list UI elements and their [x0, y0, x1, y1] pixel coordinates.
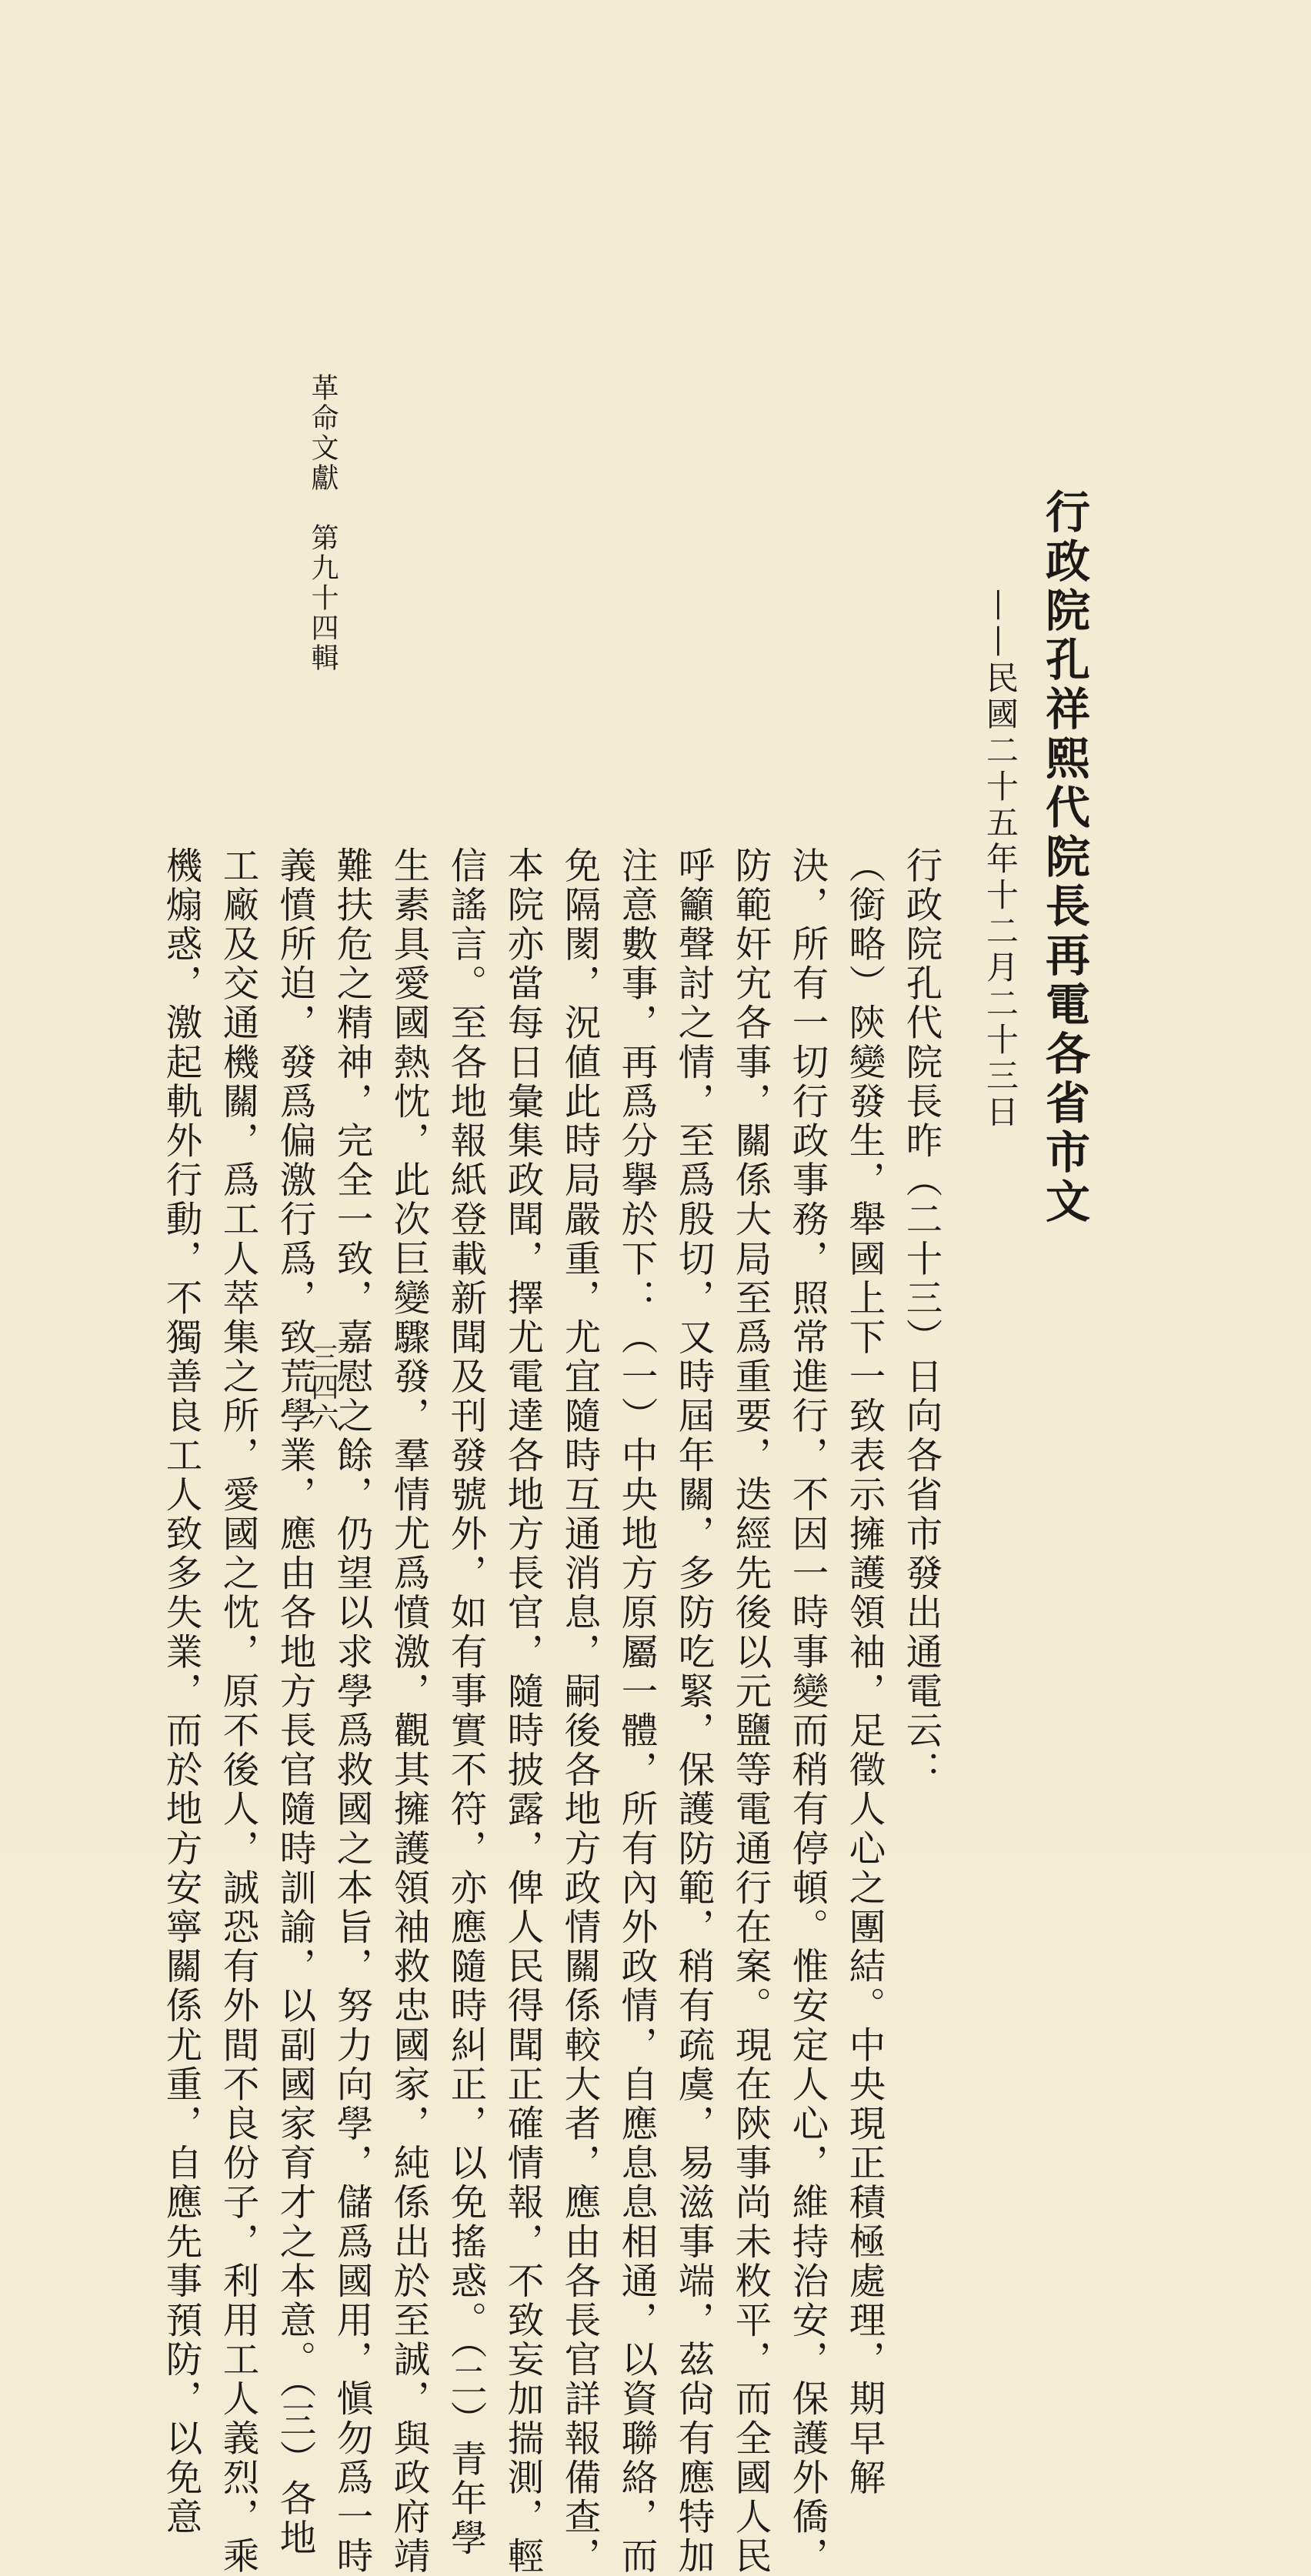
body-column-1: 行政院孔代院長昨（二十三）日向各省市發出通電云： [899, 846, 942, 1790]
body-column-14: 機煽惑，激起軌外行動，不獨善良工人致多失業，而於地方安寧關係尤重，自應先事預防，以免意 [159, 846, 202, 2538]
body-column-4: 防範奸宄各事，關係大局至爲重要，迭經先後以元鹽等電通行在案。現在陝事尚未敉平，而全國人民 [729, 846, 771, 2576]
body-column-9: 信謠言。至各地報紙登載新聞及刊發號外，如有事實不符，亦應隨時糾正，以免搖惑。（二）青年學 [444, 846, 486, 2558]
body-column-11: 難扶危之精神，完全一致，嘉慰之餘，仍望以求學爲救國之本旨，努力向學，儲爲國用，愼勿爲一時 [330, 846, 372, 2576]
body-column-8: 本院亦當每日彙集政聞，擇尤電達各地方長官，隨時披露，俾人民得聞正確情報，不致妄加揣測，輕 [501, 846, 543, 2576]
body-column-7: 免隔閡，況値此時局嚴重，尤宜隨時互通消息，嗣後各地方政情關係較大者，應由各長官詳報備查， [558, 846, 600, 2576]
body-column-6: 注意數事，再爲分擧於下：（一）中央地方原屬一體，所有內外政情，自應息息相通，以資聯絡，而 [615, 846, 657, 2576]
running-header-book-title: 革命文獻 第九十四輯 [307, 373, 339, 673]
body-column-12: 義憤所迫，發爲偏激行爲，致荒學業，應由各地方長官隨時訓諭，以副國家育才之本意。（三）各地 [273, 846, 315, 2558]
body-column-3: 決，所有一切行政事務，照常進行，不因一時事變而稍有停頓。惟安定人心，維持治安，保護外僑， [786, 846, 828, 2576]
body-column-13: 工廠及交通機關，爲工人萃集之所，愛國之忱，原不後人，誠恐有外間不良份子，利用工人義烈，乘 [216, 846, 259, 2576]
page-number: 三四六 [307, 1343, 339, 1433]
body-column-5: 呼籲聲討之情，至爲殷切，又時屆年關，多防吃緊，保護防範，稍有疏虞，易滋事端，茲尙有應特加 [672, 846, 714, 2576]
document-date: ——民國二十五年十二月二十三日 [982, 589, 1019, 1131]
document-title: 行政院孔祥熙代院長再電各省市文 [1038, 489, 1090, 1227]
body-column-2: （銜略）陝變發生，舉國上下一致表示擁護領袖，足徵人心之團結。中央現正積極處理，期早解 [842, 846, 885, 2498]
body-column-10: 生素具愛國熱忱，此次巨變驟發，羣情尤爲憤激，觀其擁護領袖救忠國家，純係出於至誠，與政府靖 [387, 846, 429, 2576]
